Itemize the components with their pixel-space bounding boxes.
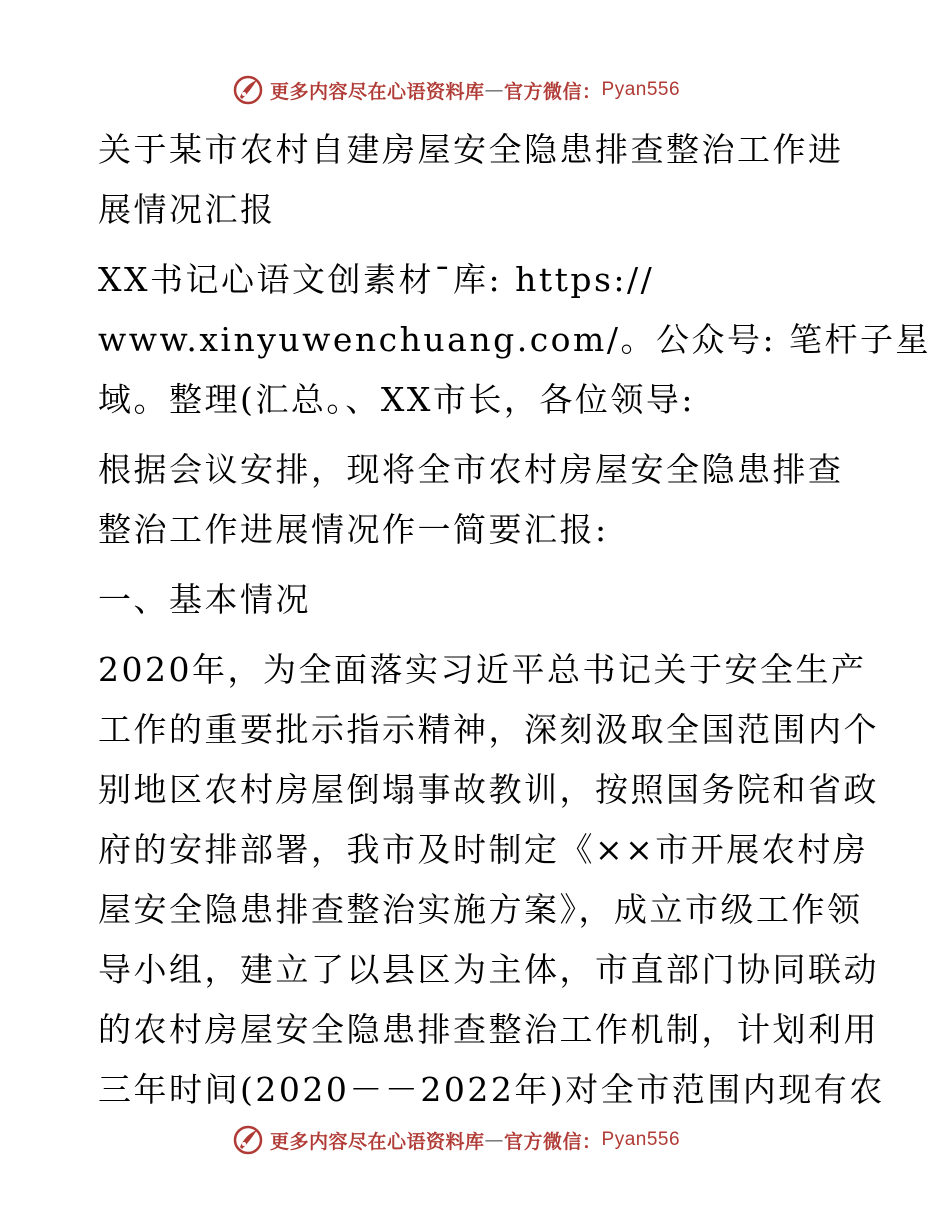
body-line: 府的安排部署，我市及时制定《××市开展农村房 [98,830,869,869]
source-note-line: www.xinyuwenchuang.com/。公众号: 笔杆子星 [98,320,932,359]
source-note [98,250,932,430]
section-heading [98,570,858,630]
title-line: 展情况汇报 [98,190,276,229]
intro-paragraph [98,440,858,560]
source-note-line: XX书记心语文创素材¯库: https:// [98,260,655,299]
intro-line: 根据会议安排，现将全市农村房屋安全隐患排查 [98,450,844,489]
body-line: 的农村房屋安全隐患排查整治工作机制，计划利用 [98,1010,879,1049]
watermark-contact-label: 官方微信： [504,1130,602,1153]
watermark-separator: — [484,1129,505,1151]
body-line: 屋安全隐患排查整治实施方案》，成立市级工作领 [98,890,863,929]
document-body [98,120,932,1130]
body-paragraph [98,640,885,1120]
watermark-contact-label: 官方微信： [504,80,602,103]
brush-logo-icon [232,1124,264,1156]
body-line: 2020年，为全面落实习近平总书记关于安全生产 [98,650,867,689]
body-line: 工作的重要批示指示精神，深刻汲取全国范围内个 [98,710,879,749]
watermark-main-text: 更多内容尽在心语资料库 [270,1130,485,1153]
body-line: 三年时间(2020－－2022年)对全市范围内现有农 [98,1070,885,1109]
footer-watermark [232,1120,680,1160]
source-note-line: 域。整理(汇总。、XX市长，各位领导: [98,380,695,419]
intro-line: 整治工作进展情况作一简要汇报: [98,510,609,549]
body-line: 导小组，建立了以县区为主体，市直部门协同联动 [98,950,879,989]
heading-line: 一、基本情况 [98,580,311,619]
watermark-id: Pyan556 [601,79,681,100]
title-line: 关于某市农村自建房屋安全隐患排查整治工作进 [98,130,844,169]
watermark-id: Pyan556 [601,1129,681,1150]
header-watermark [232,70,680,110]
body-line: 别地区农村房屋倒塌事故教训，按照国务院和省政 [98,770,879,809]
watermark-separator: — [484,79,505,101]
watermark-main-text: 更多内容尽在心语资料库 [270,80,485,103]
document-title [98,120,858,240]
brush-logo-icon [232,74,264,106]
